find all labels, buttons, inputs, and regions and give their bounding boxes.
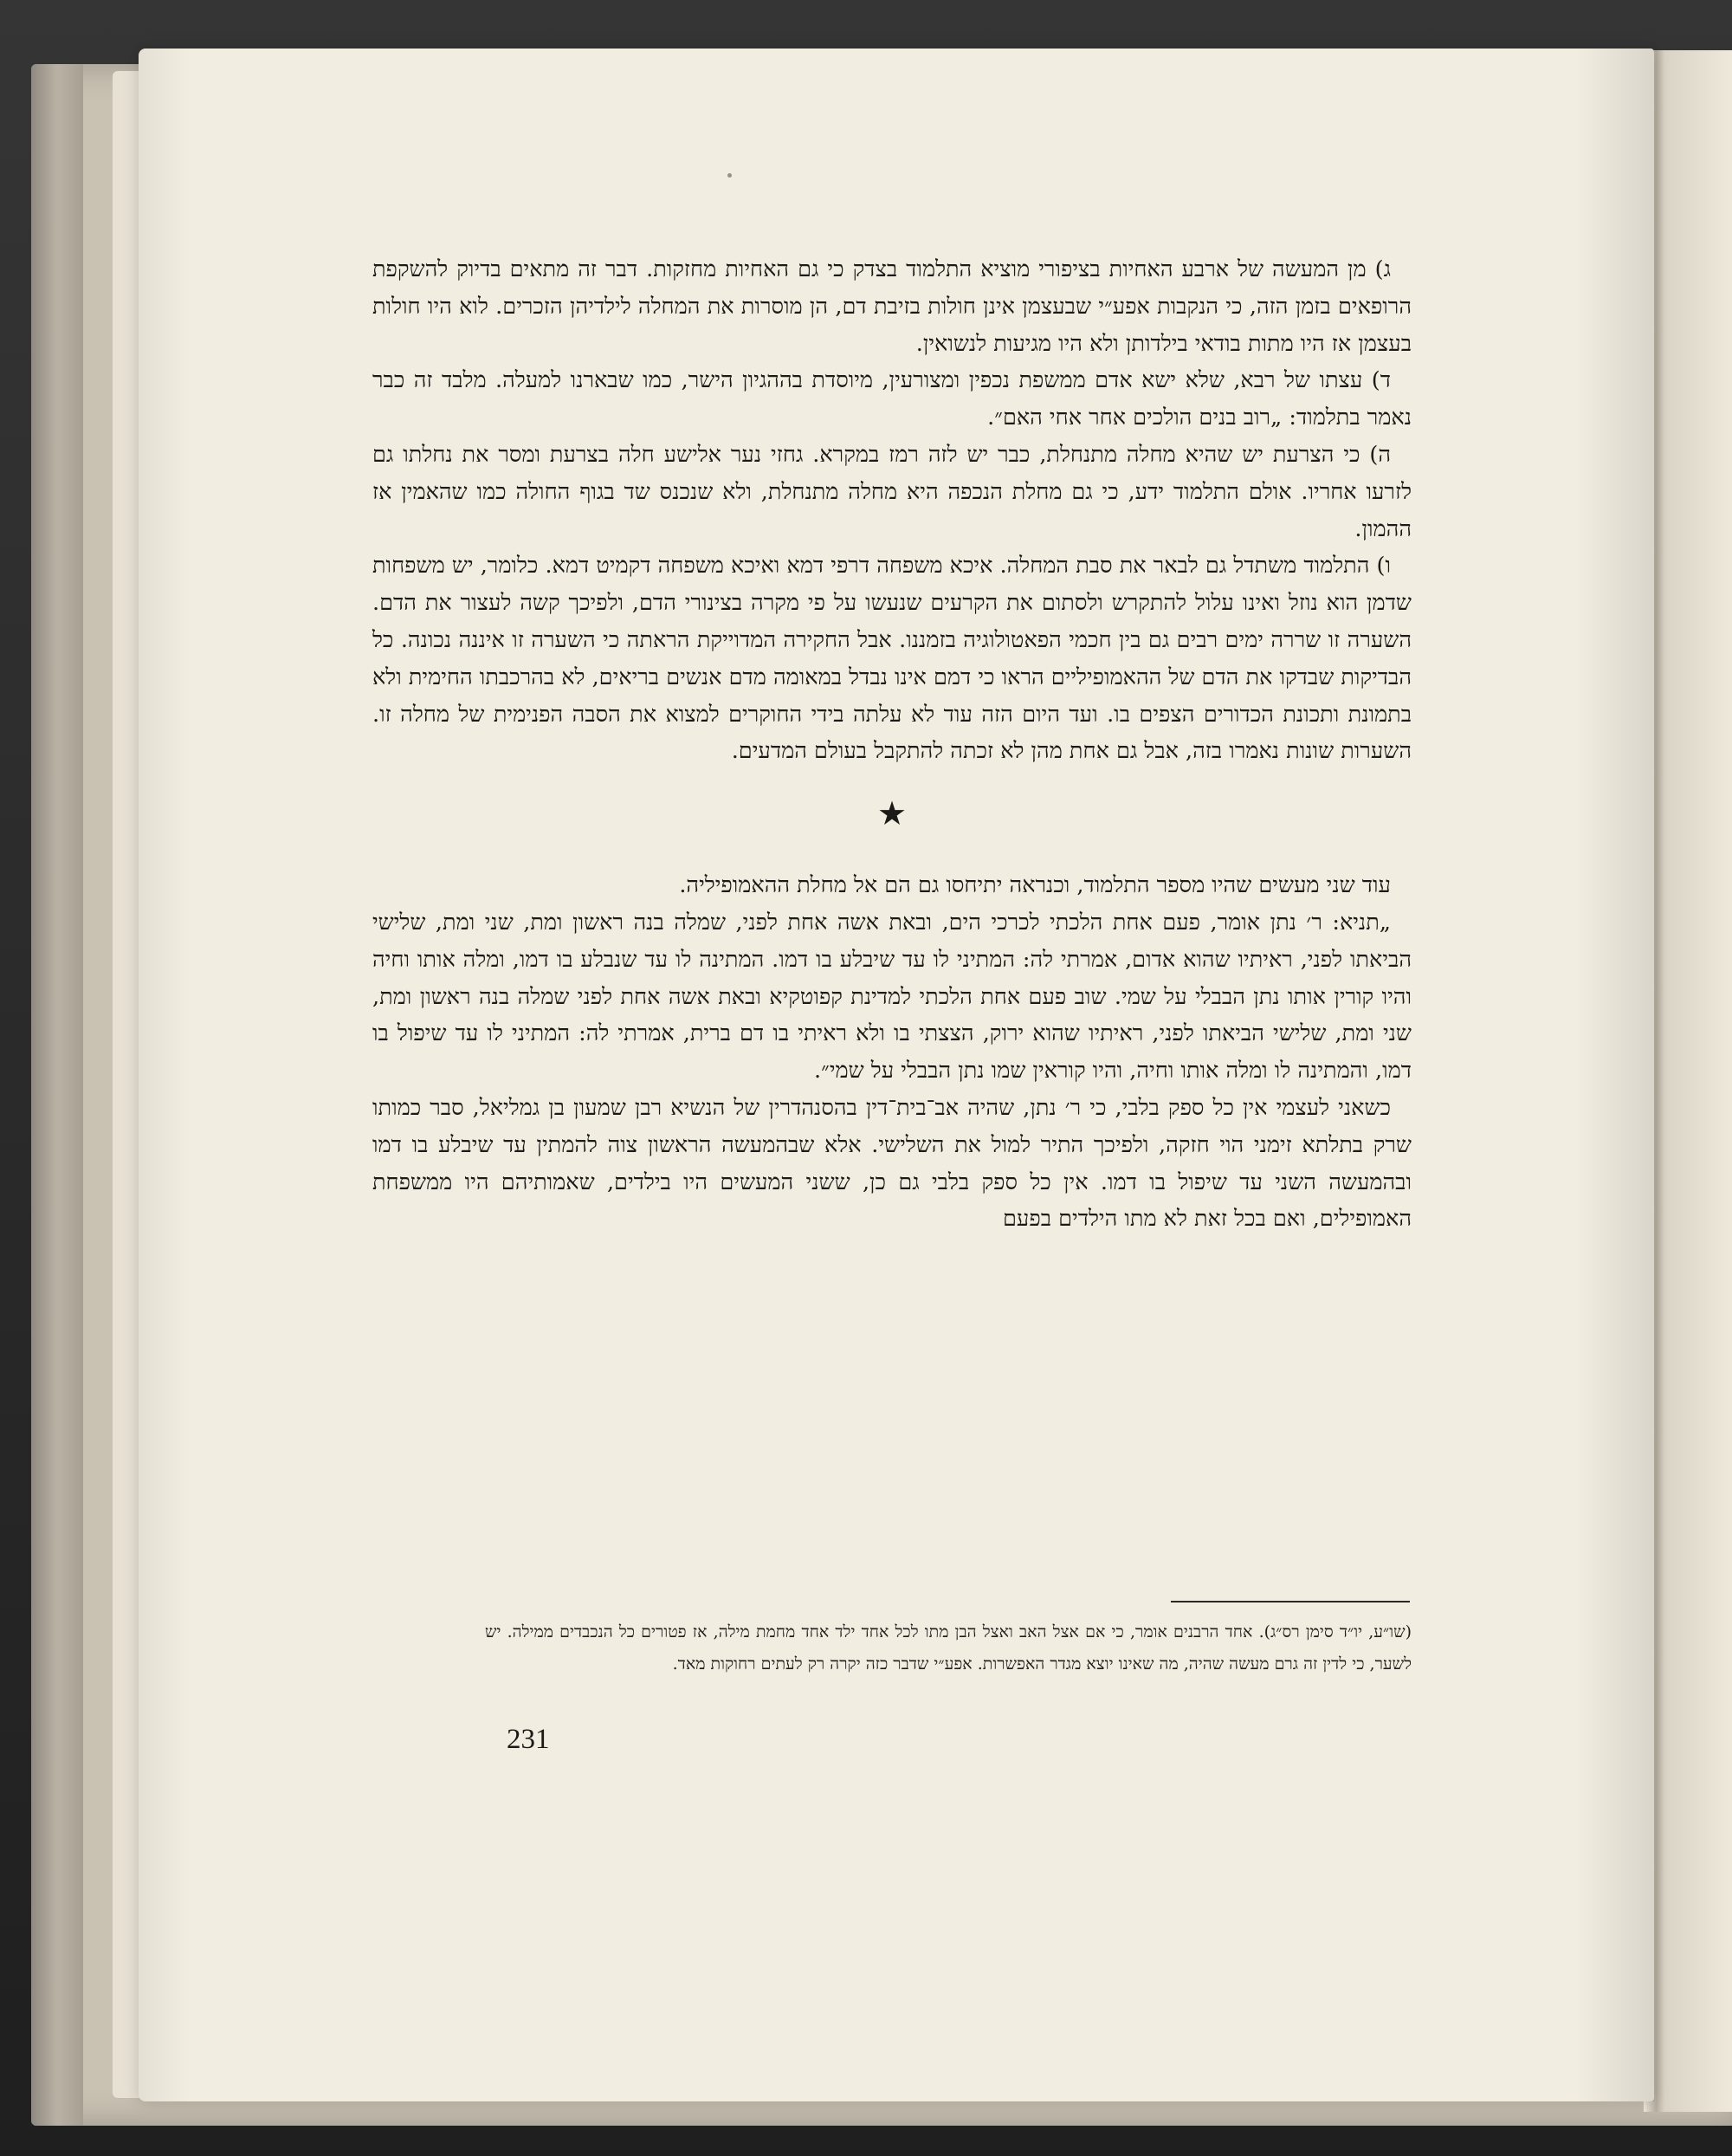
paragraph-he: ה) כי הצרעת יש שהיא מחלה מתנחלת, כבר יש לזה רמז במקרא. גחזי נער אלישע חלה בצרעת ומסר את נחלתו גם לזרעו אחריו. אולם התלמוד ידע, כי גם מחלת הנכפה היא מחלה מתנחלת, ולא שנכנס שד בגוף החולה כמו שהאמין אז ההמון. — [372, 441, 1412, 542]
facing-page-edge — [1661, 50, 1732, 2112]
book-spine — [31, 64, 83, 2126]
paragraph-gimel: ג) מן המעשה של ארבע האחיות בציפורי מוציא התלמוד בצדק כי גם האחיות מחזקות. דבר זה מתאים בדיוק להשקפת הרופאים בזמן הזה, כי הנקבות אפע״י שבעצמן אינן חולות בזיבת דם, הן מוסרות את המחלה לילדיהן הזכרים. לוא היו חולות בעצמן אז היו מתות בודאי בילדותן ולא היו מגיעות לנשואין. — [372, 256, 1412, 357]
paragraph-talmud-quote: „תניא: ר׳ נתן אומר, פעם אחת הלכתי לכרכי הים, ובאת אשה אחת לפני, שמלה בנה ראשון ומת, שני ומת, שלישי הביאתו לפני, ראיתיו שהוא אדום, אמרתי לה: המתיני לו עד שיבלע בו דמו. המתינה לו עד שנבלע בו דמו, ומלה אותו וחיה והיו קורין אותו נתן הבבלי על שמי. שוב פעם אחת הלכתי למדינת קפוטקיא ובאת אשה אחת לפני שמלה בנה ראשון ומת, שני ומת, שלישי הביאתו לפני, ראיתיו שהוא ירוק, הצצתי בו ולא ראיתי בו דם ברית, אמרתי לה: המתיני לו עד שיפול בו דמו, והמתינה לו ומלה אותו וחיה, והיו קוראין שמו נתן הבבלי על שמי״. — [372, 909, 1412, 1084]
footnote-separator — [1171, 1601, 1410, 1602]
section-divider-star: ★ — [876, 794, 908, 833]
paragraph-two-stories: עוד שני מעשים שהיו מספר התלמוד, וכנראה יתיחסו גם הם אל מחלת ההאמופיליה. — [679, 872, 1391, 899]
main-text — [372, 251, 1412, 1238]
footnote: (שו״ע, יו״ד סימן רס״ג). אחד הרבנים אומר, כי אם אצל האב ואצל הבן מתו לכל אחד ילד אחד מחמת מילה, אז פטורים כל הנכבדים ממילה. יש לשער, כי לדין זה גרם מעשה שהיה, מה שאינו יוצא מגדר האפשרות. אפע״י שדבר כזה יקרה רק לעתים רחוקות מאד. — [485, 1622, 1412, 1674]
paragraph-dalet: ד) עצתו של רבא, שלא ישא אדם ממשפת נכפין ומצורעין, מיוסדת בההגיון הישר, כמו שבארנו למעלה. מלבד זה כבר נאמר בתלמוד: „רוב בנים הולכים אחר אחי האם״. — [372, 367, 1412, 431]
paper-speck — [727, 173, 732, 178]
page-number: 231 — [507, 1724, 550, 1755]
paragraph-vav: ו) התלמוד משתדל גם לבאר את סבת המחלה. איכא משפחה דרפי דמא ואיכא משפחה דקמיט דמא. כלומר, יש משפחות שדמן הוא נוזל ואינו עלול להתקרש ולסתום את הקרעים שנעשו על פי מקרה בצינורי הדם, ולפיכך קשה לעצור את הדם. השערה זו שררה ימים רבים גם בין חכמי הפאטולוגיה בזמננו. אבל החקירה המדוייקת הראתה כי השערה זו איננה נכונה. כל הבדיקות שבדקו את הדם של ההאמופיליים הראו כי דמם אינו נבדל במאומה מדם אנשים בריאים, לא בהרכבתו החימית ולא בתמונת ותכונת הכדורים הצפים בו. ועד היום הזה עוד לא עלתה בידי החוקרים למצוא את הסבה הפנימית של מחלה זו. השערות שונות נאמרו בזה, אבל גם אחת מהן לא זכתה להתקבל בעולם המדעים. — [372, 553, 1412, 765]
paragraph-author-opinion: כשאני לעצמי אין כל ספק בלבי, כי ר׳ נתן, שהיה אב־בית־דין בהסנהדרין של הנשיא רבן שמעון בן גמליאל, סבר כמותו שרק בתלתא זימני הוי חזקה, ולפיכך התיר למול את השלישי. אלא שבהמעשה הראשון צוה להמתין עד שיבלע בו דמו ובהמעשה השני עד שיפול בו דמו. אין כל ספק בלבי גם כן, ששני המעשים היו בילדים, שאמותיהם היו ממשפחת האמופילים, ואם בכל זאת לא מתו הילדים בפעם — [372, 1094, 1412, 1233]
